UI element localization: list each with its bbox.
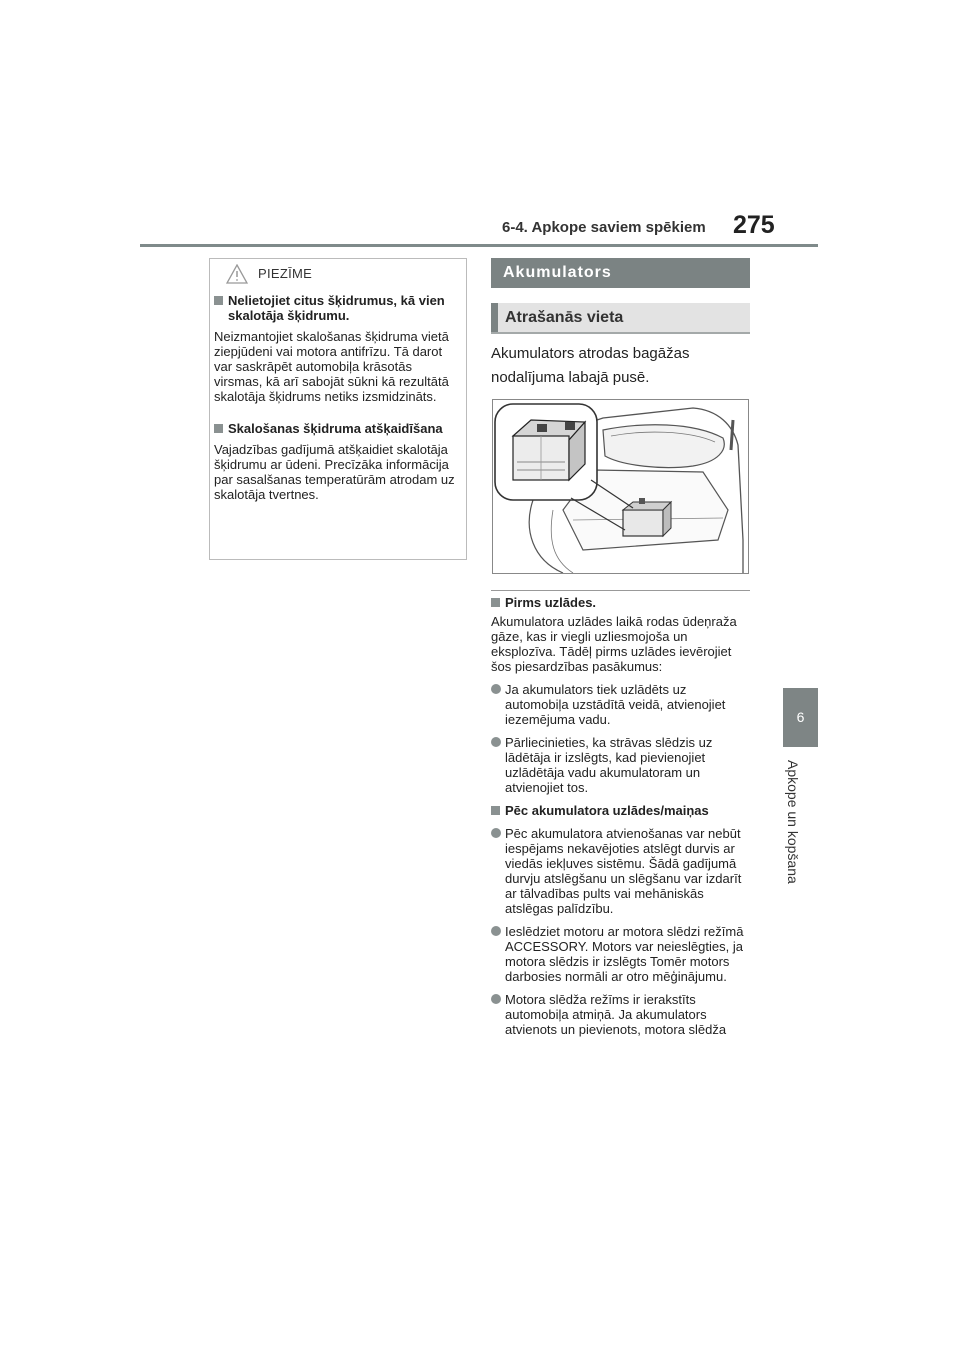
note-item-text: Neizmantojiet skalošanas šķidruma vietā ziepjūdeni vai motora antifrīzu. Tā darot var saskrāpēt automobiļa krāsotās virsmas, kā arī sabojāt sūkni kā rezultātā skalotāja šķidrums netiks izsmidzināts. [214, 329, 449, 404]
square-bullet-icon [214, 296, 223, 305]
square-bullet-icon [491, 806, 500, 815]
round-bullet-icon [491, 737, 501, 747]
list-item: Ieslēdziet motoru ar motora slēdzi režīmā ACCESSORY. Motors var neieslēgties, ja motora slēdzis ir izslēgts Tomēr motors darbosies normāli ar otro mēģinājumu. [491, 924, 753, 984]
figure-divider [491, 590, 750, 591]
battery-location-figure [492, 399, 749, 574]
chapter-label: Apkope un kopšana [785, 760, 801, 884]
section-title: 6-4. Apkope saviem spēkiem [502, 219, 706, 236]
note-item-heading: Nelietojiet citus šķidrumus, kā vien skalotāja šķidrumu. [214, 293, 462, 323]
round-bullet-icon [491, 684, 501, 694]
list-item: Motora slēdža režīms ir ierakstīts automobiļa atmiņā. Ja akumulators atvienots un pievienots, motora slēdža [491, 992, 753, 1037]
battery-in-trunk [623, 498, 671, 536]
before-charge-text: Akumulatora uzlādes laikā rodas ūdeņraža gāze, kas ir viegli uzliesmojoša un eksplozīva. Tādēļ pirms uzlādes ievērojiet šos piesardzības pasākumus: [491, 614, 737, 674]
list-item: Ja akumulators tiek uzlādēts uz automobiļa uzstādītā veidā, atvienojiet iezemējuma vadu. [491, 682, 753, 727]
page-number: 275 [733, 211, 775, 239]
charging-instructions [491, 595, 753, 1037]
header-divider [140, 244, 818, 247]
square-bullet-icon [491, 598, 500, 607]
subsection-heading-location: Atrašanās vieta [491, 303, 750, 334]
list-item: Pārliecinieties, ka strāvas slēdzis uz lādētāja ir izslēgts, kad pievienojiet uzlādētāja vadu akumulatoram un atvienojiet tos. [491, 735, 753, 795]
after-charge-heading: Pēc akumulatora uzlādes/maiņas [491, 803, 753, 818]
list-item: Pēc akumulatora atvienošanas var nebūt iespējams nekavējoties atslēgt durvis ar viedās iekļuves sistēmu. Šādā gadījumā durvju atslēgšanu un slēgšanu var izdarīt ar tālvadības pults vai mehāniskās atslēgas palīdzību. [491, 826, 753, 916]
round-bullet-icon [491, 926, 501, 936]
note-item-heading: Skalošanas šķidruma atšķaidīšana [214, 421, 462, 436]
before-charge-heading: Pirms uzlādes. [491, 595, 753, 610]
round-bullet-icon [491, 828, 501, 838]
section-heading-akumulators: Akumulators [491, 258, 750, 288]
location-intro: Akumulators atrodas bagāžas nodalījuma labajā pusē. [491, 345, 690, 386]
round-bullet-icon [491, 994, 501, 1004]
note-item-text: Vajadzības gadījumā atšķaidiet skalotāja šķidrumu ar ūdeni. Precīzāka informācija par sasalšanas temperatūrām atrodam uz skalotāja tvertnes. [214, 442, 455, 502]
note-header [210, 259, 466, 288]
note-label: PIEZĪME [258, 266, 313, 281]
note-body [214, 293, 462, 502]
square-bullet-icon [214, 424, 223, 433]
trunk-battery-illustration [493, 400, 748, 573]
chapter-tab: 6 [783, 688, 818, 747]
battery-enlarged [513, 420, 585, 480]
warning-triangle-icon [226, 264, 248, 284]
note-box [209, 258, 467, 560]
